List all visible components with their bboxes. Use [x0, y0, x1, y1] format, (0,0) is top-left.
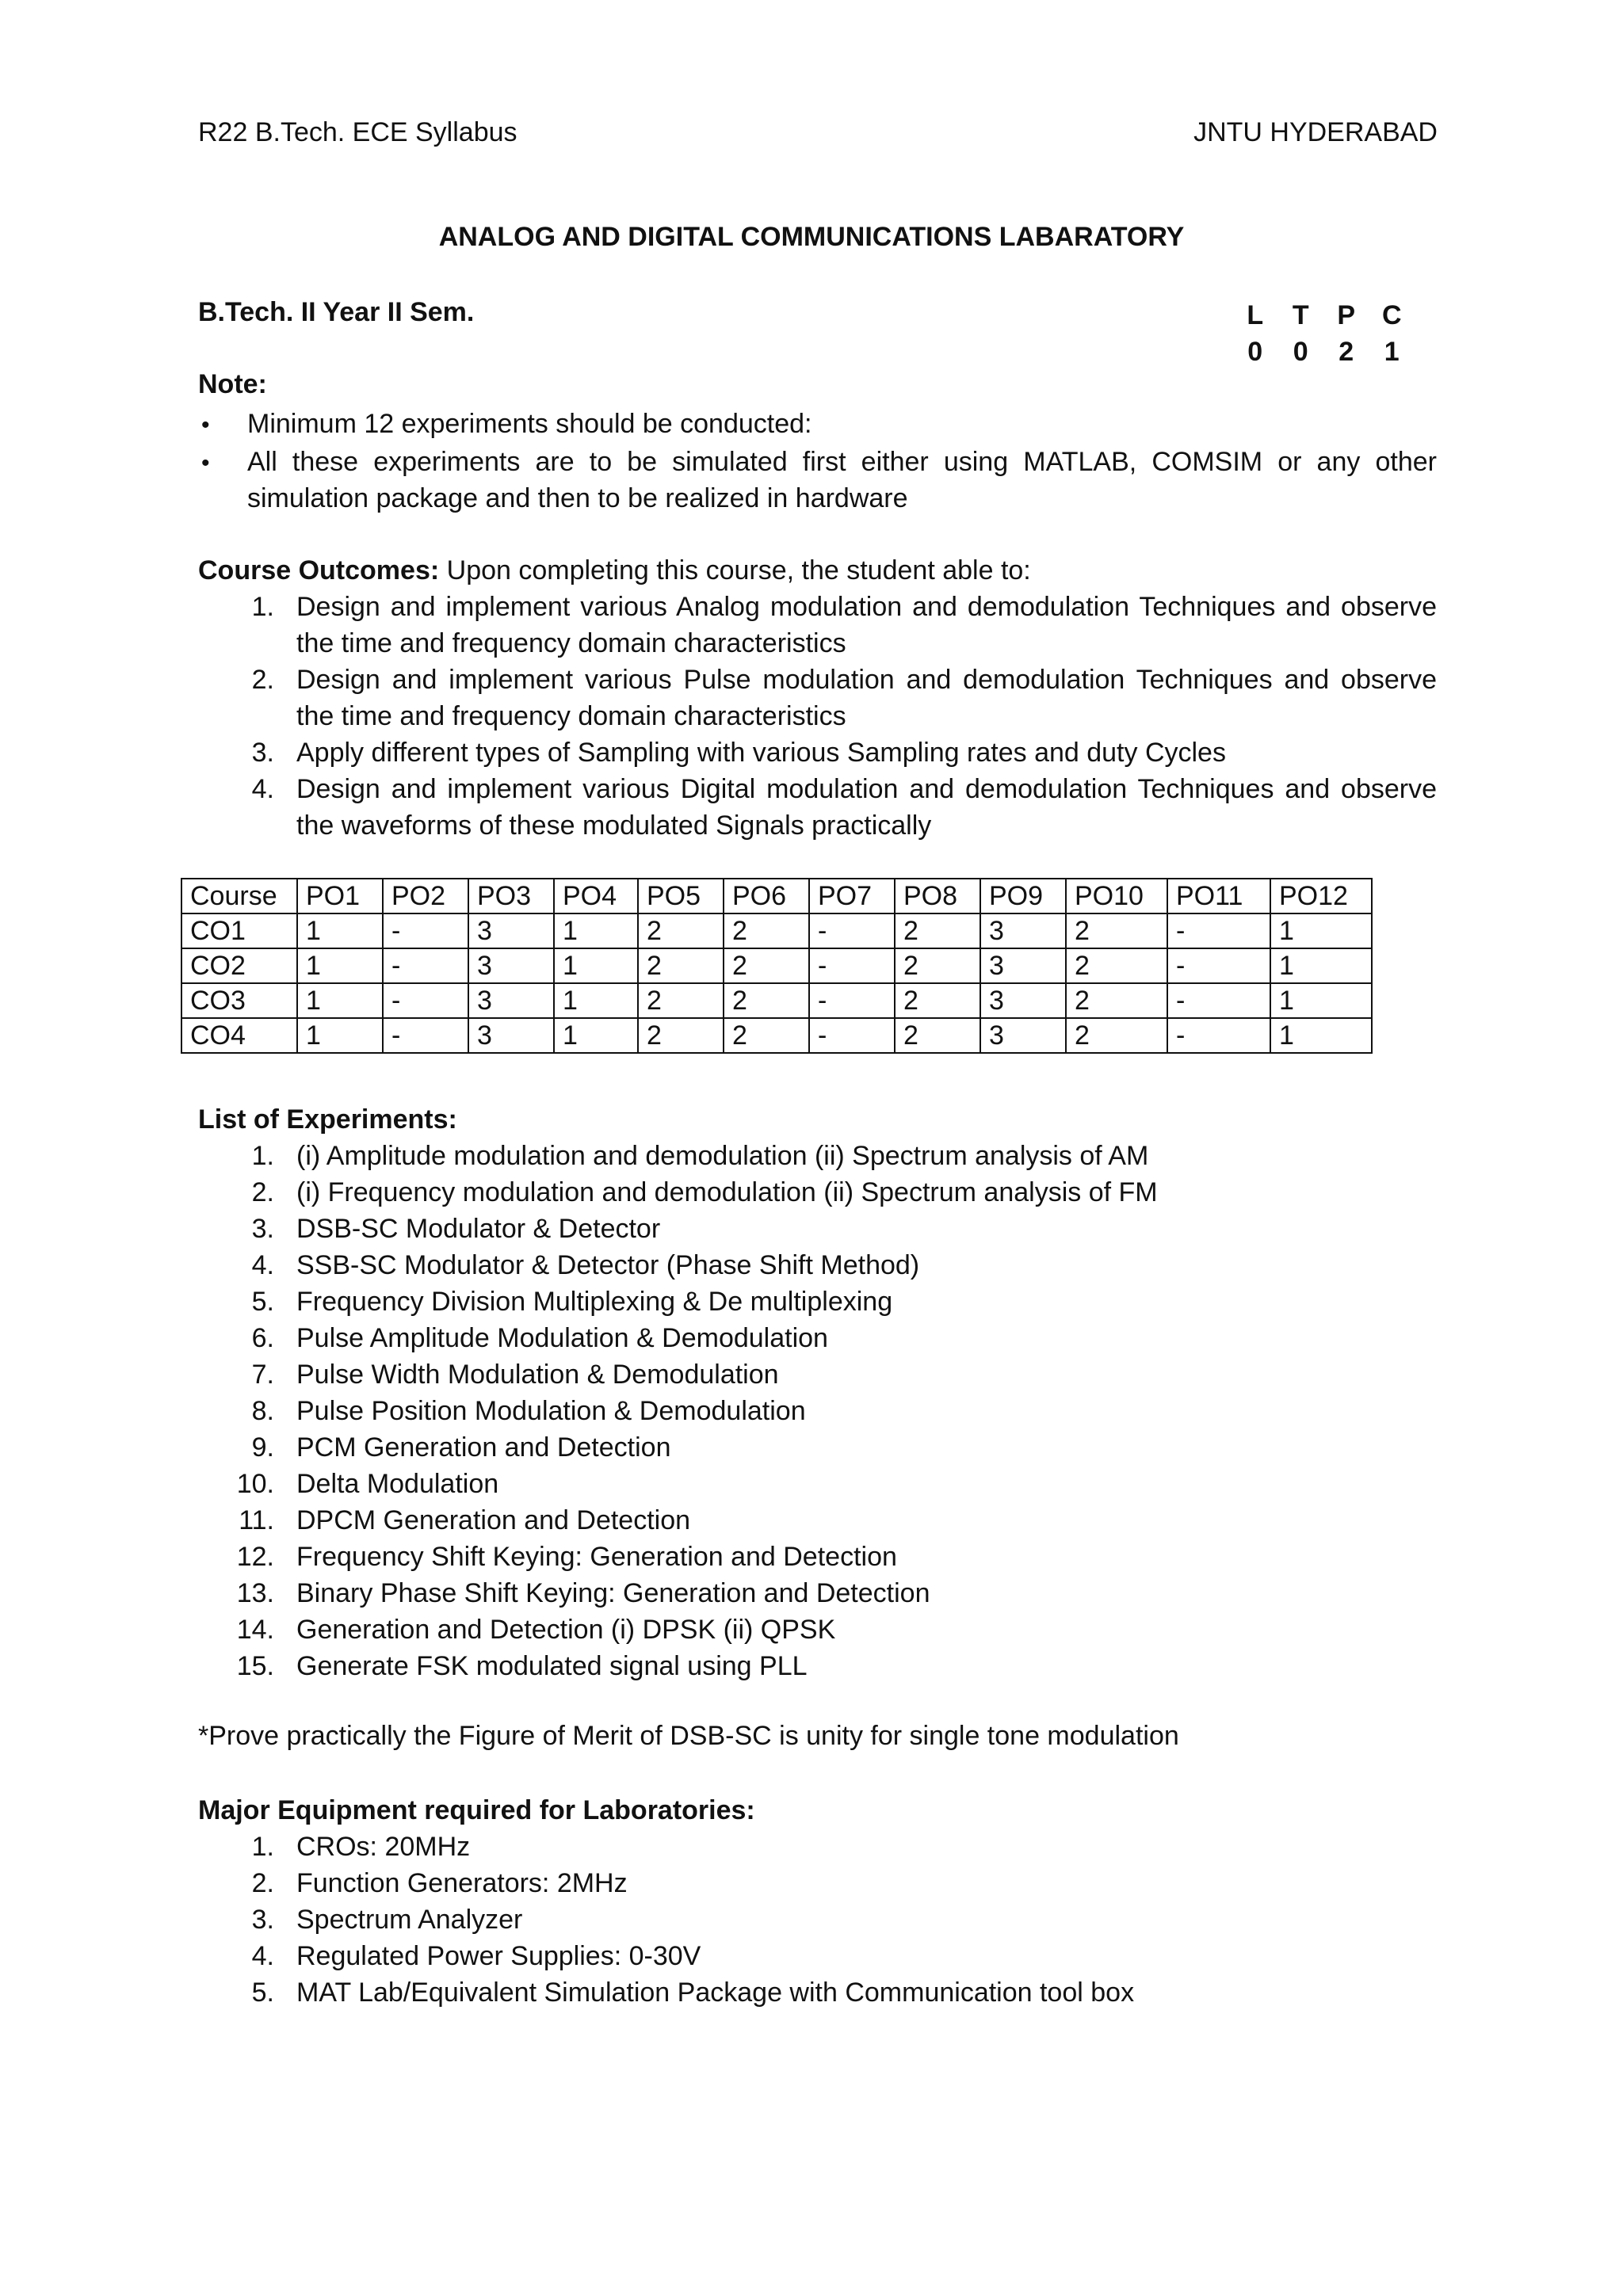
list-item-text: Pulse Position Modulation & Demodulation	[296, 1396, 806, 1426]
table-cell: 2	[1066, 1018, 1167, 1053]
list-item-number: 15.	[236, 1651, 274, 1681]
table-cell: 1	[297, 913, 383, 948]
table-cell: -	[809, 913, 895, 948]
ltpc-value-p: 2	[1338, 336, 1354, 367]
list-item-text: Binary Phase Shift Keying: Generation and Detection	[296, 1578, 930, 1608]
table-header-cell: PO6	[724, 879, 809, 913]
page-title: ANALOG AND DIGITAL COMMUNICATIONS LABARATORY	[438, 222, 1185, 252]
list-item-number: 5.	[251, 1287, 274, 1317]
header-right: JNTU HYDERABAD	[1193, 117, 1438, 147]
equipment-list	[198, 1829, 1437, 2011]
table-cell: 1	[1270, 948, 1372, 983]
list-item-text: Function Generators: 2MHz	[296, 1868, 628, 1898]
table-header-cell: PO9	[980, 879, 1066, 913]
table-cell: CO4	[181, 1018, 297, 1053]
table-cell: 1	[554, 983, 638, 1018]
list-item	[198, 1974, 1437, 2011]
course-outcomes-intro: Upon completing this course, the student able to:	[439, 555, 1031, 585]
table-cell: CO3	[181, 983, 297, 1018]
list-item-number: 11.	[239, 1505, 274, 1535]
list-item-text: (i) Frequency modulation and demodulation (ii) Spectrum analysis of FM	[296, 1177, 1158, 1207]
list-item	[198, 1320, 1437, 1356]
table-cell: -	[1167, 983, 1270, 1018]
list-item-number: 2.	[251, 1177, 274, 1207]
ltpc-label-c: C	[1381, 299, 1402, 330]
table-cell: 2	[724, 983, 809, 1018]
table-cell: -	[383, 948, 468, 983]
table-header-cell: PO10	[1066, 879, 1167, 913]
table-header-cell: PO7	[809, 879, 895, 913]
table-row	[181, 983, 1372, 1018]
list-item	[198, 1829, 1437, 1865]
table-cell: 3	[468, 983, 554, 1018]
list-item-number: 8.	[251, 1396, 274, 1426]
list-item-text: Apply different types of Sampling with various Sampling rates and duty Cycles	[296, 738, 1226, 768]
table-cell: 3	[468, 948, 554, 983]
list-item	[198, 662, 1437, 734]
table-cell: -	[383, 913, 468, 948]
table-cell: -	[809, 983, 895, 1018]
table-header-cell: PO3	[468, 879, 554, 913]
list-item-text: Frequency Division Multiplexing & De multiplexing	[296, 1287, 893, 1317]
table-cell: 1	[1270, 913, 1372, 948]
table-cell: 2	[1066, 948, 1167, 983]
list-item-text: Pulse Amplitude Modulation & Demodulation	[296, 1323, 828, 1353]
table-cell: 2	[638, 913, 724, 948]
table-cell: 1	[297, 983, 383, 1018]
course-outcomes-heading	[198, 552, 1031, 589]
list-item-number: 6.	[251, 1323, 274, 1353]
course-outcomes-list	[198, 589, 1437, 844]
list-item-number: 14.	[236, 1615, 274, 1645]
list-item	[198, 1138, 1437, 1174]
table-cell: 2	[1066, 913, 1167, 948]
experiments-list	[198, 1138, 1437, 1684]
table-cell: 2	[895, 913, 980, 948]
ltpc-value-l: 0	[1247, 336, 1263, 367]
table-cell: 2	[724, 948, 809, 983]
table-header-cell: PO11	[1167, 879, 1270, 913]
list-item	[198, 1502, 1437, 1539]
table-cell: 1	[297, 1018, 383, 1053]
list-item-number: 4.	[251, 1941, 274, 1971]
list-item	[198, 734, 1437, 771]
table-cell: -	[1167, 948, 1270, 983]
ltpc-label-l: L	[1247, 299, 1264, 330]
list-item	[198, 1174, 1437, 1211]
table-cell: -	[1167, 913, 1270, 948]
list-item-text: Generation and Detection (i) DPSK (ii) QPSK	[296, 1615, 836, 1645]
list-item	[198, 1611, 1437, 1648]
table-cell: -	[809, 1018, 895, 1053]
list-item	[198, 1247, 1437, 1283]
table-cell: 2	[638, 1018, 724, 1053]
table-header-cell: PO2	[383, 879, 468, 913]
list-item-number: 2.	[251, 1868, 274, 1898]
table-cell: 3	[468, 913, 554, 948]
note-item-text: Minimum 12 experiments should be conducted:	[247, 409, 812, 439]
table-row	[181, 948, 1372, 983]
list-item	[198, 1575, 1437, 1611]
list-item-number: 12.	[236, 1542, 274, 1572]
list-item-number: 13.	[236, 1578, 274, 1608]
list-item-text: SSB-SC Modulator & Detector (Phase Shift Method)	[296, 1250, 920, 1280]
table-cell: 2	[638, 983, 724, 1018]
table-cell: 1	[554, 913, 638, 948]
list-item-text: (i) Amplitude modulation and demodulation (ii) Spectrum analysis of AM	[296, 1141, 1149, 1171]
table-cell: 1	[1270, 1018, 1372, 1053]
list-item-number: 1.	[251, 1832, 274, 1862]
ltpc-labels	[1232, 297, 1415, 334]
experiments-heading: List of Experiments:	[198, 1104, 457, 1135]
table-cell: 3	[468, 1018, 554, 1053]
list-item	[198, 771, 1437, 844]
list-item	[198, 1466, 1437, 1502]
table-cell: -	[383, 983, 468, 1018]
table-cell: -	[1167, 1018, 1270, 1053]
list-item-number: 4.	[251, 1250, 274, 1280]
list-item-text: PCM Generation and Detection	[296, 1432, 671, 1463]
table-cell: -	[809, 948, 895, 983]
table-cell: 1	[1270, 983, 1372, 1018]
co-po-matrix-table	[181, 878, 1373, 1054]
list-item-text: Frequency Shift Keying: Generation and Detection	[296, 1542, 897, 1572]
list-item-number: 1.	[251, 592, 274, 622]
list-item-number: 3.	[251, 738, 274, 768]
list-item-text: DPCM Generation and Detection	[296, 1505, 691, 1535]
list-item-text: MAT Lab/Equivalent Simulation Package with Communication tool box	[296, 1978, 1135, 2008]
list-item-text: Spectrum Analyzer	[296, 1905, 523, 1935]
note-item	[198, 444, 1437, 517]
table-cell: 1	[554, 1018, 638, 1053]
semester-label: B.Tech. II Year II Sem.	[198, 297, 475, 327]
table-cell: CO1	[181, 913, 297, 948]
list-item	[198, 1865, 1437, 1901]
note-item-text: All these experiments are to be simulated first either using MATLAB, COMSIM or any other simulation package and then to be realized in hardware	[247, 447, 1437, 513]
table-cell: 3	[980, 1018, 1066, 1053]
list-item-text: Design and implement various Digital modulation and demodulation Techniques and observe the waveforms of these modulated Signals practically	[296, 774, 1437, 841]
table-cell: 2	[895, 983, 980, 1018]
table-cell: 2	[724, 913, 809, 948]
list-item-text: CROs: 20MHz	[296, 1832, 471, 1862]
table-cell: 2	[895, 1018, 980, 1053]
list-item-number: 7.	[251, 1360, 274, 1390]
list-item-number: 4.	[251, 774, 274, 804]
list-item	[198, 1648, 1437, 1684]
list-item	[198, 1539, 1437, 1575]
list-item-text: Design and implement various Analog modulation and demodulation Techniques and observe the time and frequency domain characteristics	[296, 592, 1437, 658]
list-item-text: DSB-SC Modulator & Detector	[296, 1214, 661, 1244]
list-item	[198, 1211, 1437, 1247]
course-outcomes-label: Course Outcomes:	[198, 555, 440, 585]
list-item-number: 10.	[236, 1469, 274, 1499]
ltpc-label-p: P	[1337, 299, 1356, 330]
equipment-heading: Major Equipment required for Laboratories:	[198, 1795, 755, 1825]
bullet-icon	[198, 406, 247, 444]
matrix-body	[181, 879, 1372, 1053]
table-cell: 2	[724, 1018, 809, 1053]
table-cell: 2	[638, 948, 724, 983]
table-row	[181, 913, 1372, 948]
table-header-cell: PO1	[297, 879, 383, 913]
note-list	[198, 406, 1437, 517]
header-left: R22 B.Tech. ECE Syllabus	[198, 117, 517, 147]
table-cell: CO2	[181, 948, 297, 983]
table-header-cell: Course	[181, 879, 297, 913]
list-item-number: 5.	[251, 1978, 274, 2008]
table-header-cell: PO8	[895, 879, 980, 913]
table-cell: 1	[554, 948, 638, 983]
list-item	[198, 1938, 1437, 1974]
ltpc-block	[1232, 297, 1415, 370]
list-item-number: 1.	[251, 1141, 274, 1171]
table-header-row	[181, 879, 1372, 913]
table-cell: 1	[297, 948, 383, 983]
list-item	[198, 1356, 1437, 1393]
list-item-text: Delta Modulation	[296, 1469, 499, 1499]
ltpc-value-c: 1	[1384, 336, 1400, 367]
table-header-cell: PO12	[1270, 879, 1372, 913]
list-item-number: 2.	[251, 665, 274, 695]
list-item	[198, 1283, 1437, 1320]
list-item	[198, 1901, 1437, 1938]
table-header-cell: PO5	[638, 879, 724, 913]
ltpc-label-t: T	[1292, 299, 1309, 330]
list-item	[198, 1429, 1437, 1466]
footnote: *Prove practically the Figure of Merit of DSB-SC is unity for single tone modulation	[198, 1721, 1179, 1751]
bullet-icon	[198, 444, 247, 517]
table-cell: 2	[1066, 983, 1167, 1018]
list-item-text: Generate FSK modulated signal using PLL	[296, 1651, 808, 1681]
list-item-text: Design and implement various Pulse modulation and demodulation Techniques and observe the time and frequency domain characteristics	[296, 665, 1437, 731]
table-header-cell: PO4	[554, 879, 638, 913]
ltpc-value-t: 0	[1293, 336, 1308, 367]
table-row	[181, 1018, 1372, 1053]
list-item-text: Pulse Width Modulation & Demodulation	[296, 1360, 779, 1390]
table-cell: 2	[895, 948, 980, 983]
table-cell: 3	[980, 913, 1066, 948]
list-item-number: 3.	[251, 1905, 274, 1935]
list-item	[198, 1393, 1437, 1429]
table-cell: 3	[980, 948, 1066, 983]
note-label: Note:	[198, 369, 267, 399]
table-cell: -	[383, 1018, 468, 1053]
list-item-number: 9.	[251, 1432, 274, 1463]
note-item	[198, 406, 1437, 444]
list-item	[198, 589, 1437, 662]
ltpc-values	[1232, 334, 1415, 370]
table-cell: 3	[980, 983, 1066, 1018]
list-item-number: 3.	[251, 1214, 274, 1244]
list-item-text: Regulated Power Supplies: 0-30V	[296, 1941, 701, 1971]
